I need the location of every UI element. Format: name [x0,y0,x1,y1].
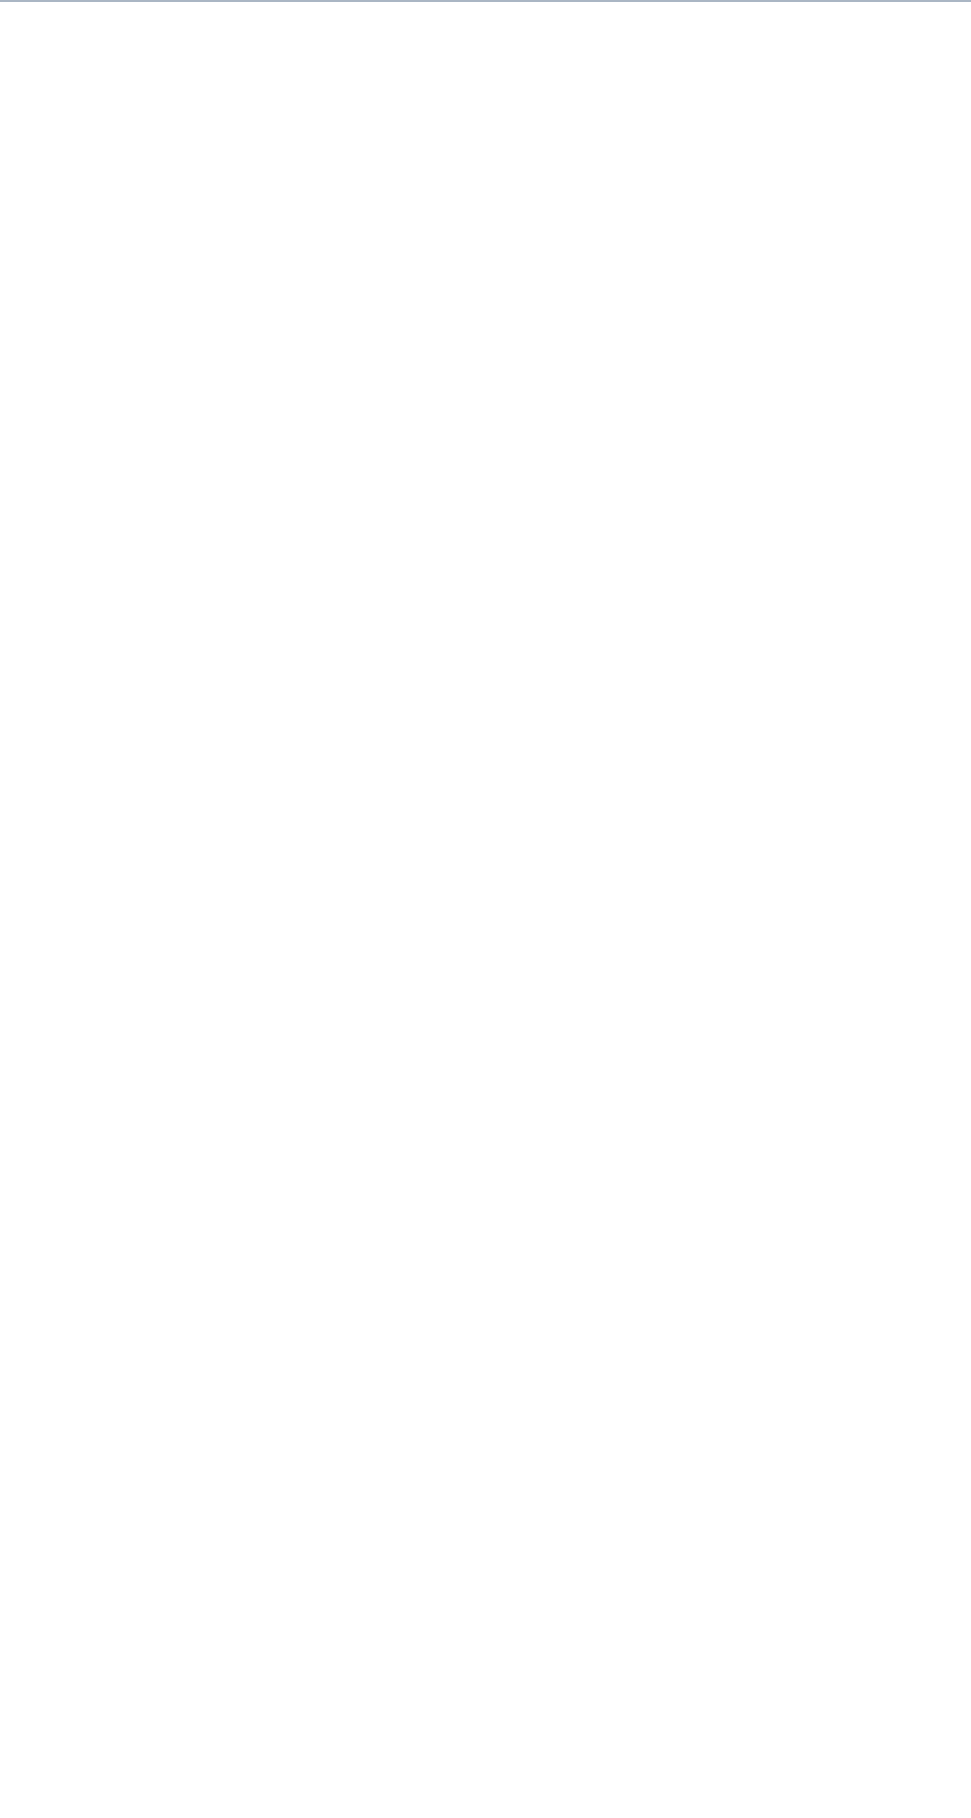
gas-sensor-spec-table [0,0,971,2]
